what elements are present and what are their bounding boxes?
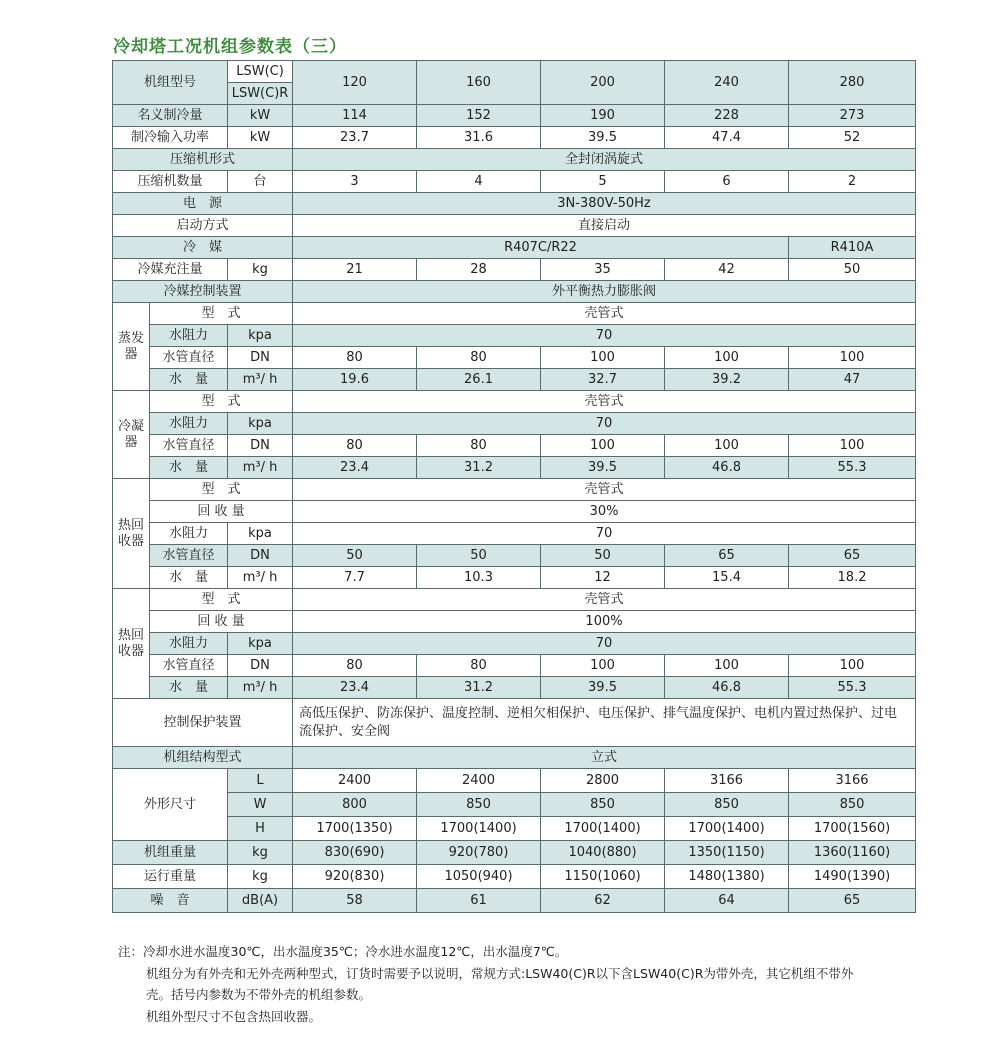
span-value: 70	[293, 523, 916, 545]
table-row	[113, 841, 916, 865]
model-cell: 240	[665, 61, 789, 105]
value-cell: 1700(1560)	[789, 817, 916, 841]
value-cell: 50	[293, 545, 417, 567]
table-row	[113, 567, 916, 589]
model-cell: 200	[541, 61, 665, 105]
value-cell: 4	[417, 171, 541, 193]
value-cell: 19.6	[293, 369, 417, 391]
value-cell: 28	[417, 259, 541, 281]
header-label: 机组型号	[113, 61, 228, 105]
row-label: 噪 音	[113, 889, 228, 913]
row-unit: kpa	[228, 633, 293, 655]
row-label: 型 式	[150, 391, 293, 413]
span-value: 立式	[293, 747, 916, 769]
table-row	[113, 501, 916, 523]
value-cell: 920(780)	[417, 841, 541, 865]
value-cell: 10.3	[417, 567, 541, 589]
protection-value: 高低压保护、防冻保护、温度控制、逆相欠相保护、电压保护、排气温度保护、电机内置过热保护、过电流保护、安全阀	[293, 699, 916, 747]
span-value: 30%	[293, 501, 916, 523]
value-cell: 100	[541, 655, 665, 677]
footnote: 壳。括号内参数为不带外壳的机组参数。	[146, 987, 372, 1002]
footnote: 机组外型尺寸不包含热回收器。	[146, 1008, 322, 1024]
row-unit: m³/ h	[228, 457, 293, 479]
value-cell: 23.7	[293, 127, 417, 149]
value-cell: 1350(1150)	[665, 841, 789, 865]
value-cell: 1700(1400)	[417, 817, 541, 841]
value-cell: 114	[293, 105, 417, 127]
row-label: 压缩机形式	[113, 149, 293, 171]
table-row	[113, 259, 916, 281]
row-label: 水阻力	[150, 523, 228, 545]
row-label: 回 收 量	[150, 611, 293, 633]
value-cell: 800	[293, 793, 417, 817]
value-cell: 830(690)	[293, 841, 417, 865]
value-cell: 58	[293, 889, 417, 913]
value-cell: 47.4	[665, 127, 789, 149]
table-row	[113, 303, 916, 325]
table-row	[113, 369, 916, 391]
span-value: 全封闭涡旋式	[293, 149, 916, 171]
table-row	[113, 865, 916, 889]
value-cell: 2400	[293, 769, 417, 793]
value-cell: 1700(1400)	[541, 817, 665, 841]
condenser-label: 冷凝器	[113, 391, 150, 479]
value-cell: 64	[665, 889, 789, 913]
row-unit: m³/ h	[228, 369, 293, 391]
table-row	[113, 61, 916, 83]
value-cell: 100	[665, 655, 789, 677]
row-label: 压缩机数量	[113, 171, 228, 193]
table-row	[113, 633, 916, 655]
value-cell: 2400	[417, 769, 541, 793]
value-cell: 3166	[665, 769, 789, 793]
table-row	[113, 817, 916, 841]
value-cell: 12	[541, 567, 665, 589]
footnote: 注：冷却水进水温度30℃，出水温度35℃；冷水进水温度12℃，出水温度7℃。	[118, 944, 568, 959]
value-cell: 1040(880)	[541, 841, 665, 865]
value-cell: 42	[665, 259, 789, 281]
header-unit-b: LSW(C)R	[228, 83, 293, 105]
value-cell: 23.4	[293, 677, 417, 699]
value-cell: 6	[665, 171, 789, 193]
value-cell: 1480(1380)	[665, 865, 789, 889]
table-row	[113, 589, 916, 611]
value-cell: 65	[665, 545, 789, 567]
span-value: 外平衡热力膨胀阀	[293, 281, 916, 303]
span-value: R407C/R22	[293, 237, 789, 259]
row-unit: DN	[228, 545, 293, 567]
table-row	[113, 699, 916, 747]
model-cell: 120	[293, 61, 417, 105]
table-row	[113, 611, 916, 633]
row-label: 水阻力	[150, 325, 228, 347]
value-cell: 2800	[541, 769, 665, 793]
value-cell: 100	[541, 347, 665, 369]
model-cell: 160	[417, 61, 541, 105]
row-label: 水 量	[150, 369, 228, 391]
value-cell: 61	[417, 889, 541, 913]
row-label: 电 源	[113, 193, 293, 215]
value-cell: 1150(1060)	[541, 865, 665, 889]
table-row	[113, 391, 916, 413]
value-cell: 39.2	[665, 369, 789, 391]
model-cell: 280	[789, 61, 916, 105]
row-unit: m³/ h	[228, 677, 293, 699]
value-cell: 35	[541, 259, 665, 281]
span-value: 壳管式	[293, 589, 916, 611]
value-cell: 100	[541, 435, 665, 457]
span-value: 3N-380V-50Hz	[293, 193, 916, 215]
value-cell: 31.2	[417, 677, 541, 699]
table-row	[113, 677, 916, 699]
table-row	[113, 435, 916, 457]
value-cell: 3	[293, 171, 417, 193]
value-cell: 26.1	[417, 369, 541, 391]
table-row	[113, 413, 916, 435]
table-row	[113, 347, 916, 369]
value-cell: 100	[665, 347, 789, 369]
row-label: 型 式	[150, 303, 293, 325]
row-unit: kW	[228, 105, 293, 127]
row-label: 冷媒控制装置	[113, 281, 293, 303]
value-cell: 31.2	[417, 457, 541, 479]
value-cell: 62	[541, 889, 665, 913]
value-cell: 50	[789, 259, 916, 281]
page-title: 冷却塔工况机组参数表（三）	[113, 37, 347, 57]
row-label: 水管直径	[150, 435, 228, 457]
value-cell: 100	[789, 655, 916, 677]
table-row	[113, 127, 916, 149]
span-value: 壳管式	[293, 479, 916, 501]
row-unit: H	[228, 817, 293, 841]
value-cell: 46.8	[665, 677, 789, 699]
row-label: 控制保护装置	[113, 699, 293, 747]
row-unit: DN	[228, 655, 293, 677]
value-cell: 55.3	[789, 457, 916, 479]
row-label: 水阻力	[150, 633, 228, 655]
row-unit: kpa	[228, 523, 293, 545]
span-value: 壳管式	[293, 391, 916, 413]
table-row	[113, 325, 916, 347]
value-cell: 228	[665, 105, 789, 127]
row-label: 水管直径	[150, 655, 228, 677]
value-cell: 55.3	[789, 677, 916, 699]
value-cell: 39.5	[541, 127, 665, 149]
row-label: 启动方式	[113, 215, 293, 237]
span-value: 70	[293, 413, 916, 435]
value-cell: 920(830)	[293, 865, 417, 889]
value-cell: 32.7	[541, 369, 665, 391]
row-label: 名义制冷量	[113, 105, 228, 127]
row-label: 机组重量	[113, 841, 228, 865]
value-cell: 46.8	[665, 457, 789, 479]
table-row	[113, 793, 916, 817]
row-label: 型 式	[150, 479, 293, 501]
table-row	[113, 149, 916, 171]
value-cell: 3166	[789, 769, 916, 793]
table-row	[113, 457, 916, 479]
value-cell: 1490(1390)	[789, 865, 916, 889]
value-cell: 80	[293, 435, 417, 457]
row-label: 制冷输入功率	[113, 127, 228, 149]
value-cell: 65	[789, 889, 916, 913]
row-label: 水 量	[150, 677, 228, 699]
value-cell: R410A	[789, 237, 916, 259]
value-cell: 80	[417, 347, 541, 369]
row-unit: kg	[228, 865, 293, 889]
value-cell: 850	[665, 793, 789, 817]
table-row	[113, 193, 916, 215]
dimensions-label: 外形尺寸	[113, 769, 228, 841]
row-unit: dB(A)	[228, 889, 293, 913]
row-unit: m³/ h	[228, 567, 293, 589]
value-cell: 100	[665, 435, 789, 457]
table-row	[113, 769, 916, 793]
table-row	[113, 747, 916, 769]
row-unit: kpa	[228, 325, 293, 347]
value-cell: 100	[789, 435, 916, 457]
table-row	[113, 171, 916, 193]
value-cell: 850	[417, 793, 541, 817]
value-cell: 850	[541, 793, 665, 817]
row-unit: DN	[228, 347, 293, 369]
span-value: 100%	[293, 611, 916, 633]
value-cell: 80	[417, 655, 541, 677]
value-cell: 65	[789, 545, 916, 567]
value-cell: 50	[541, 545, 665, 567]
span-value: 70	[293, 325, 916, 347]
span-value: 70	[293, 633, 916, 655]
heat-recovery-label: 热回收器	[113, 479, 150, 589]
value-cell: 80	[293, 655, 417, 677]
table-row	[113, 215, 916, 237]
value-cell: 152	[417, 105, 541, 127]
row-label: 水 量	[150, 457, 228, 479]
value-cell: 190	[541, 105, 665, 127]
table-row	[113, 545, 916, 567]
row-unit: L	[228, 769, 293, 793]
table-row	[113, 479, 916, 501]
row-unit: kW	[228, 127, 293, 149]
table-row	[113, 523, 916, 545]
table-row	[113, 105, 916, 127]
value-cell: 47	[789, 369, 916, 391]
row-unit: kg	[228, 841, 293, 865]
row-unit: kpa	[228, 413, 293, 435]
value-cell: 80	[417, 435, 541, 457]
table-row	[113, 889, 916, 913]
table-row	[113, 237, 916, 259]
table-row	[113, 655, 916, 677]
row-label: 水管直径	[150, 545, 228, 567]
row-label: 运行重量	[113, 865, 228, 889]
row-label: 水阻力	[150, 413, 228, 435]
value-cell: 1360(1160)	[789, 841, 916, 865]
value-cell: 23.4	[293, 457, 417, 479]
value-cell: 273	[789, 105, 916, 127]
row-label: 回 收 量	[150, 501, 293, 523]
value-cell: 52	[789, 127, 916, 149]
value-cell: 39.5	[541, 677, 665, 699]
row-label: 冷媒充注量	[113, 259, 228, 281]
table-row	[113, 281, 916, 303]
row-unit: W	[228, 793, 293, 817]
value-cell: 15.4	[665, 567, 789, 589]
footnote: 机组分为有外壳和无外壳两种型式，订货时需要予以说明，常规方式:LSW40(C)R以下含LSW40(C)R为带外壳，其它机组不带外	[146, 965, 854, 981]
row-label: 型 式	[150, 589, 293, 611]
span-value: 直接启动	[293, 215, 916, 237]
value-cell: 7.7	[293, 567, 417, 589]
value-cell: 39.5	[541, 457, 665, 479]
spec-table	[112, 60, 916, 913]
value-cell: 80	[293, 347, 417, 369]
value-cell: 2	[789, 171, 916, 193]
header-unit-a: LSW(C)	[228, 61, 293, 83]
value-cell: 21	[293, 259, 417, 281]
span-value: 壳管式	[293, 303, 916, 325]
value-cell: 850	[789, 793, 916, 817]
row-label: 水 量	[150, 567, 228, 589]
value-cell: 1700(1350)	[293, 817, 417, 841]
value-cell: 50	[417, 545, 541, 567]
value-cell: 1700(1400)	[665, 817, 789, 841]
row-label: 冷 媒	[113, 237, 293, 259]
footnotes	[118, 941, 918, 1027]
row-unit: kg	[228, 259, 293, 281]
value-cell: 1050(940)	[417, 865, 541, 889]
row-label: 机组结构型式	[113, 747, 293, 769]
value-cell: 31.6	[417, 127, 541, 149]
row-unit: 台	[228, 171, 293, 193]
row-label: 水管直径	[150, 347, 228, 369]
evaporator-label: 蒸发器	[113, 303, 150, 391]
value-cell: 100	[789, 347, 916, 369]
row-unit: DN	[228, 435, 293, 457]
value-cell: 5	[541, 171, 665, 193]
heat-recovery-label: 热回收器	[113, 589, 150, 699]
value-cell: 18.2	[789, 567, 916, 589]
